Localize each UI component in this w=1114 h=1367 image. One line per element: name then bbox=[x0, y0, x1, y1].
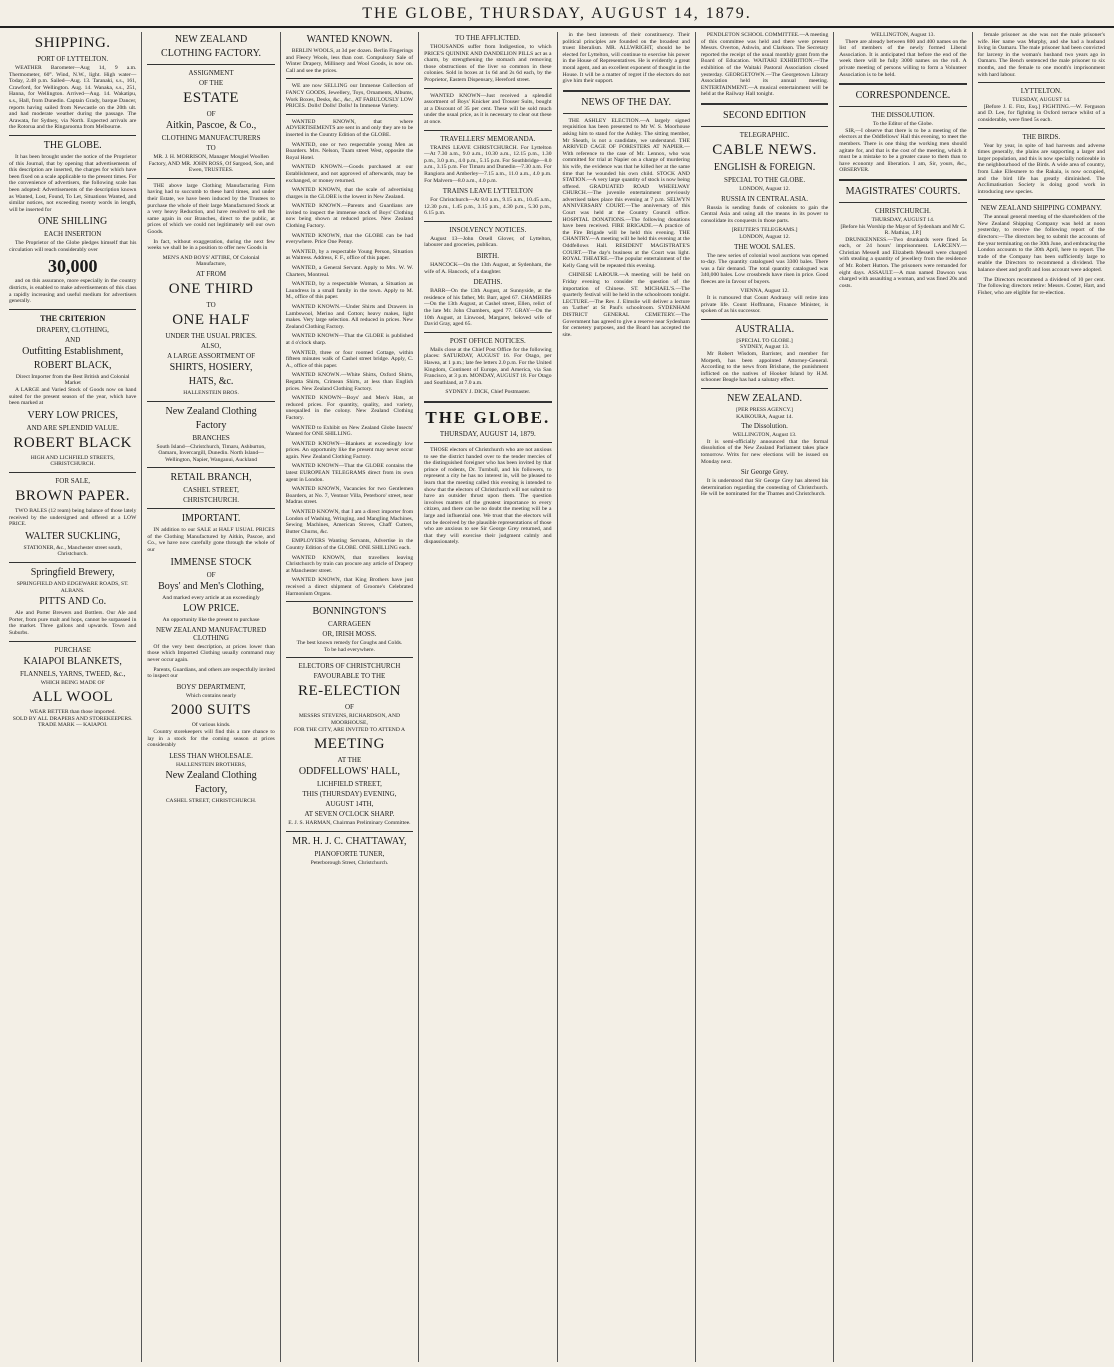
birds-heading: THE BIRDS. bbox=[1022, 132, 1061, 141]
low-price: LOW PRICE. bbox=[183, 603, 240, 615]
wellington-date2: WELLINGTON, August 13. bbox=[870, 32, 935, 38]
vienna-date: VIENNA, August 12. bbox=[740, 288, 789, 295]
sizes-text: Of the very best description, at prices lower than those which Imported Clothing usually command may never occur again. bbox=[147, 643, 275, 664]
wanted-ad: WANTED KNOWN.—White Shirts, Oxford Shirts, Regatta Shirts, Crimean Shirts, at less than English prices. New Zealand Clothing Factory. bbox=[285, 372, 414, 392]
wanted-ad: BERLIN WOOLS, at 3d per dozen. Berlin Fingerings and Fleecy Wools, less than cost. Compulsory Sale of Winter Drapery, Millinery and Wool Goods, is now on. Call and see the prices. bbox=[285, 48, 414, 74]
flannels: FLANNELS, YARNS, TWEED, &c., bbox=[19, 669, 126, 678]
london-date1: LONDON, August 12. bbox=[739, 185, 790, 192]
retail-branch: RETAIL BRANCH, bbox=[170, 472, 252, 484]
nz-clothing-heading1: NEW ZEALAND bbox=[174, 34, 248, 45]
meeting-time: AT SEVEN O'CLOCK SHARP. bbox=[304, 810, 395, 819]
branch-list: South Island—Christchurch, Timaru, Ashburton, Oamaru, Invercargill, Dunedin. North Island—Wellington, Napier, Wanganui, Auckland bbox=[156, 443, 266, 463]
news-text: THE ASHLEY ELECTION.—A largely signed requisition has been presented to Mr W. S. Moorhouse asking him to stand for the Ashley. The sitting member, Mr Sheath, is not a candidate, we understand. THE ARRIVED CAGE OF FORESTERS AT NAPIER.—With reference to the case of Mr. Lennox, who was committed for trial at Napier on a charge of murdering his wife, the evidence was that he killed her at the same time that he wounded his own child. STOCK AND STATION.—A very large quantity of stock is now being offered. GRADUATED ROAD WHEELWAY CHURCH.—The juvenile entertainment previously advertised takes place this evening at 7 p.m. SELWYN ANNIVERSARY COURT.—The anniversary of this Court was held at the Country Council office. HOSPITAL DONATIONS.—The following donations have been received. FIRE BRIGADE.—A practice of the Fire Brigade will be held this evening. THE CHANTRY.—A meeting will be held this evening at the Oddfellows Hall. RESIDENT MAGISTRATE'S COURT.—The day's business at the Court was light. ROYAL THEATRE.—The popular entertainment of the Kelly Gang will be repeated this evening. bbox=[562, 117, 690, 269]
wear-better: WEAR BETTER than those imported. bbox=[29, 709, 116, 716]
shipping-company-heading: NEW ZEALAND SHIPPING COMPANY. bbox=[980, 204, 1102, 213]
wanted-ad: WANTED, by a respectable Young Person, Situation as Waitress. Address, F. F., office of this paper. bbox=[285, 248, 414, 262]
kaiapoi-blankets: KAIAPOI BLANKETS, bbox=[23, 655, 122, 667]
splendid-value: AND ARE SPLENDID VALUE. bbox=[26, 423, 119, 432]
cashel-street: CASHEL STREET, CHRISTCHURCH. bbox=[165, 798, 257, 805]
after-number-text: and on this assurance, more especially in the country districts, is enabled to make advertisements of this class a rapidly increasing and useful medium for advertisers generally. bbox=[9, 278, 137, 305]
birth-text: HANCOCK—On the 13th August, at Sydenham, the wife of A. Hancock, of a daughter. bbox=[424, 262, 552, 275]
lyttelton-text: [Before J. E. Fitz, Esq.] FIGHTING.—W. Ferguson and D. Lee, for fighting in Oxford terrace whilst of a considerable, were fined 5s each. bbox=[977, 103, 1105, 123]
hallenstein: HALLENSTEIN BROS. bbox=[183, 389, 239, 396]
column-7 bbox=[834, 32, 972, 1362]
wanted-ad: WANTED KNOWN, Vacancies for two Gentlemen Boarders, at No. 7, Ventnor Villa, Peterboro' street, near Madras street. bbox=[285, 486, 414, 506]
of-the: OF THE bbox=[198, 79, 224, 87]
favourable: FAVOURABLE TO THE bbox=[313, 672, 386, 681]
re-election: RE-ELECTION bbox=[297, 683, 401, 700]
wanted-ad: WANTED KNOWN.—Goods purchased at our Establishment, and not approved of afterwards, may be exchanged, or money returned. bbox=[285, 164, 414, 184]
country-text: Country storekeepers will find this a rare chance to lay in a stock for the coming season at prices considerably bbox=[147, 729, 275, 749]
wanted-ad: WANTED KNOWN, that the scale of advertising charges in the GLOBE is the lowest in New Zealand. bbox=[285, 187, 414, 200]
wanted-ad: WANTED, three or four roomed Cottage, within fifteen minutes walk of Cashel street bridge. Apply, C. A., office of this paper. bbox=[285, 349, 414, 369]
the-globe-title: THE GLOBE. bbox=[425, 407, 551, 427]
trains-leave: TRAINS LEAVE LYTTELTON bbox=[442, 187, 533, 196]
contains: Which contains nearly bbox=[185, 692, 237, 699]
chinese-text: CHINESE LABOUR.—A meeting will be held on Friday evening to consider the question of the importation of Chinese. ST. MICHAEL'S.—The quarterly festival will be held in the schoolroom tonight. LECTURE.—The Rev. J. Elmslie will deliver a lecture on 'Luther' at St Paul's schoolroom. SYDENHAM DISTRICT GENERAL CEMETERY.—The Government has agreed to give a reserve near Sydenham for cemetery purposes, and the Board has accepted the site. bbox=[562, 272, 690, 338]
retail-city: CHRISTCHURCH. bbox=[183, 496, 239, 505]
one-third: ONE THIRD bbox=[168, 280, 254, 297]
to: TO bbox=[206, 144, 216, 152]
suckling-sub: STATIONER, &c., Manchester street south, Christchurch. bbox=[23, 544, 122, 558]
globe-text: It has been brought under the notice of the Proprietor of this Journal, that by opening that advertisements of this description are inserted, the charges for which have been fixed on a scale applicable to the present times. For the convenience of advertisers, the following scale has been adopted: Advertisements of the description known as Wanted, Lost, Found, To Let, Situations Wanted, and similar notices, not exceeding twenty words in length, will be inserted for bbox=[9, 153, 137, 213]
to2: TO bbox=[206, 300, 216, 309]
christchurch-heading: CHRISTCHURCH. bbox=[875, 206, 931, 215]
large-assortment: A LARGE ASSORTMENT OF bbox=[167, 351, 256, 360]
wanted-ad: WANTED KNOWN—That the GLOBE contains the latest EUROPEAN TELEGRAMS direct from its own agent in London. bbox=[285, 463, 414, 483]
balance-text: The Directors recommend a dividend of 10 per cent. The following directors retire: Messrs. Coster, Hart, and Fisher, who are eligible for re-election. bbox=[977, 276, 1105, 296]
magistrates-heading: MAGISTRATES' COURTS. bbox=[845, 185, 961, 197]
wanted-ad: WANTED KNOWN, that I am a direct importer from London of Washing, Wringing, and Mangling Machines, Sewing Machines, American Stoves, Chaff Cutters, Butter Churns, &c. bbox=[285, 509, 414, 535]
globe-date: THURSDAY, AUGUST 14, 1879. bbox=[439, 429, 536, 438]
also: ALSO, bbox=[201, 341, 222, 350]
trade-mark: TRADE MARK — KAIAPOI. bbox=[37, 722, 108, 729]
chattaway-name: MR. H. J. C. CHATTAWAY, bbox=[292, 835, 407, 847]
wanted-ad: WANTED, a General Servant. Apply to Mrs. W. W. Charters, Montreal. bbox=[285, 265, 414, 278]
criterion-sub2: AND bbox=[65, 335, 81, 344]
press-agency: [PER PRESS AGENCY.] bbox=[736, 407, 794, 413]
column-5 bbox=[558, 32, 696, 1362]
to-editor: To the Editor of the Globe. bbox=[872, 121, 934, 128]
each-insertion: EACH INSERTION bbox=[44, 230, 102, 239]
wanted-ad: WANTED KNOWN.—Parents and Guardians are invited to inspect the immense stock of Boys' Clothing now being shown at reduced prices. New Zealand Clothing Factory. bbox=[285, 203, 414, 230]
birds-text: Year by year, in spite of bad harvests and adverse times generally, the plains are supporting a larger and larger population, and this is now specially noticeable in the neighbourhood of the Birds. A wide area of country, from Lake Ellesmere to the Rakaia, is now occupied, and the bird life has greatly diminished. The Acclimatisation Society is doing good work in introducing new species. bbox=[977, 142, 1105, 195]
wanted-ad: WANTED KNOWN—Blankets at exceedingly low prices. An opportunity like the present may never occur again. New Zealand Clothing Factory. bbox=[285, 440, 414, 460]
robert-black-text: A LARGE and Varied Stock of Goods now on hand suited for the present season of the year, which have been marked at bbox=[9, 387, 137, 407]
of3: OF bbox=[344, 703, 354, 712]
one-half: ONE HALF bbox=[172, 311, 250, 328]
sydney-date: SYDNEY, August 13. bbox=[740, 344, 790, 351]
column-6 bbox=[696, 32, 834, 1362]
brewery-heading: Springfield Brewery, bbox=[30, 566, 115, 578]
shipping-company-text: The annual general meeting of the shareholders of the New Zealand Shipping Company was held at noon yesterday, to receive the following report of the directors:—The directors beg to submit the accounts of the year terminating on the 30th June, and embracing the London accounts to the 30th April, here to report. The trade of the Company has been sufficiently large to enable the Directors to recommend a dividend. The balance sheet and profit and loss account were adopted. bbox=[977, 214, 1105, 274]
wool-sales: THE WOOL SALES. bbox=[734, 242, 795, 251]
wanted-ad: WANTED KNOWN, that where ADVERTISEMENTS are sent in and only they are to be inserted in the Country Edition of the GLOBE. bbox=[285, 118, 414, 138]
birth-heading: BIRTH. bbox=[476, 252, 499, 261]
cable-news: CABLE NEWS. bbox=[712, 141, 817, 158]
of2: OF bbox=[206, 570, 216, 579]
suits: 2000 SUITS bbox=[170, 702, 252, 719]
afflicted-heading: TO THE AFFLICTED. bbox=[455, 34, 521, 42]
shirts-hosiery: SHIRTS, HOSIERY, bbox=[169, 361, 253, 373]
court-text: DRUNKENNESS.—Two drunkards were fined 5s each, or 24 hours' imprisonment. LARCENY.—Christian Messell and Elizabeth Messell were charged with stealing a quantity of jewellery from the residence of Mr. Robert Hutton. The prisoners were remanded for eight days. ASSAULT.—A man named Dawson was charged with assaulting a woman, and was fined 20s and costs. bbox=[839, 236, 967, 289]
pitts-text: Ale and Porter Brewers and Bottlers. Our Ale and Porter, from pure malt and hops, cannot be surpassed in the market. Three gallons and upwards. Town and Suburbs. bbox=[9, 610, 137, 636]
robert-black-address: HIGH AND LICHFIELD STREETS, CHRISTCHURCH. bbox=[30, 454, 115, 468]
globe-heading: THE GLOBE. bbox=[43, 139, 102, 151]
wanted-ad: WANTED KNOWN—Boys' and Men's Hats, at reduced prices. For quantity, quality, and variety, unequalled in the colony. New Zealand Clothing Factory. bbox=[285, 395, 414, 421]
irish-moss: OR, IRISH MOSS. bbox=[322, 630, 377, 639]
wanted-suits: WANTED KNOWN—Just received a splendid assortment of Boys' Knicker and Trouser Suits, bought at a Discount of 35 per cent. These will be sold much under the usual price, as it is necessary to clear out these at once. bbox=[424, 92, 552, 125]
wanted-ad: WANTED to Exhibit on New Zealand Globe Insects' Wanted for ONE SHILLING. bbox=[285, 424, 414, 438]
at-the: AT THE bbox=[337, 756, 362, 765]
nz-heading: NEW ZEALAND. bbox=[727, 393, 802, 404]
column-1 bbox=[4, 32, 142, 1362]
travellers-text: TRAINS LEAVE CHRISTCHURCH. For Lyttelton—At 7.30 a.m., 9.0 a.m., 10.30 a.m., 12.15 p.m., 1.30 p.m., 3.0 p.m., 4.0 p.m., 5.15 p.m. For Southbridge—8.0 a.m., 3.15 p.m. For Timaru and Dunedin—7.30 a.m. For Rangiora and Amberley—7.15 a.m., 11.0 a.m., 4.0 p.m. For Malvern—8.0 a.m., 4.0 p.m. bbox=[424, 144, 552, 184]
boys-clothing: Boys' and Men's Clothing, bbox=[158, 580, 264, 592]
reuters: [REUTER'S TELEGRAMS.] bbox=[731, 227, 798, 234]
vienna-text: It is rumoured that Count Andrassy will retire into private life. Count Hoffmann, Finance Minister, is spoken of as his successor. bbox=[700, 295, 829, 315]
lyttelton-date: TUESDAY, AUGUST 14. bbox=[1012, 97, 1071, 104]
very-low-prices: VERY LOW PRICES, bbox=[27, 409, 118, 421]
chattaway-role: PIANOFORTE TUNER, bbox=[314, 849, 385, 858]
wanted-ad: WANTED KNOWN, that the GLOBE can be had everywhere. Price One Penny. bbox=[285, 232, 414, 246]
col7-text1: There are already between 800 and 400 names on the list of members of the newly formed Liberal Association. It is anticipated that before the end of the week there will be fully 3000 names on the roll. A private meeting of persons willing to form a Volunteer Association is to be held. bbox=[839, 38, 967, 78]
criterion-sub1: DRAPERY, CLOTHING, bbox=[36, 325, 109, 334]
shipping-text: WEATHER Barometer—Aug 14, 9 a.m. Thermometer, 60°. Wind, N.W., light. High water—Today, 2.48 p.m. Sailed—Aug. 13. Taranaki, s.s., 161, Crawford, for Wellington. Aug. 14. Wanaka, s.s., 251, Hanna, for Wellington. Arrived—Aug. 14. Wakatipu, s.s., Hall, from Dunedin. Captain Grady, barque Dancer, reports having sailed from Newcastle on the 20th ult. and had moderate weather during the passage. The Arawata, for Sydney, via North. Expected arrivals are the Rotorua and the Ringarooma from Melbourne. bbox=[9, 65, 137, 131]
grey-text: It is understood that Sir George Grey has altered his determination regarding the contesting of Christchurch. He will be nominated for the Thames and Christchurch. bbox=[700, 478, 829, 498]
estate: ESTATE bbox=[183, 90, 240, 106]
post-text: Mails close at the Chief Post Office for the following places: SATURDAY, AUGUST 16. For Otago, per Hawea, at 1 p.m.; late fee letters 2.0 p.m. For the United Kingdom, Continent of Europe, and America, via San Francisco, at 3 p.m. MONDAY, AUGUST 18. For Otago and Southland, at 7.0 a.m. bbox=[424, 346, 552, 386]
meeting: MEETING bbox=[313, 736, 385, 753]
dissolution-letter-heading: THE DISSOLUTION. bbox=[871, 111, 935, 120]
purchase: PURCHASE bbox=[54, 645, 91, 654]
for-sale: FOR SALE, bbox=[55, 477, 90, 485]
to-be-had: To be had everywhere. bbox=[324, 646, 375, 653]
afflicted-text: THOUSANDS suffer from Indigestion, to which PRICE'S QUININE AND DANDELION PILLS act as a charm, by strengthening the stomach and removing those obstructions of the liver so common in these colonies. Sold in boxes at 1s 6d and 2s 6d each, by the Proprietor, Eastern Dispensary, Hereford street. bbox=[424, 44, 552, 83]
firm-name: Aitkin, Pascoe, & Co., bbox=[165, 120, 257, 131]
robert-black-big: ROBERT BLACK bbox=[13, 434, 132, 451]
sold-by: SOLD BY ALL DRAPERS AND STOREKEEPERS. bbox=[12, 715, 133, 722]
postmaster: SYDNEY J. DICK, Chief Postmaster. bbox=[445, 389, 531, 396]
all-wool: ALL WOOL bbox=[32, 689, 114, 706]
letter-text: SIR,—I observe that there is to be a meeting of the electors at the Oddfellows' Hall this evening, to meet the members. There is one thing the working men should agitate for, and that is the cost of the meeting, which it must be a mistake to be a greater cause to them than to have economy and liberation. I am, Sir, yours, &c., OBSERVER. bbox=[839, 127, 967, 174]
column-2 bbox=[142, 32, 280, 1362]
leader-continued: in the best interests of their constituency. Their political principles are founded on the broadest and truest liberalism. MR. ALLWRIGHT, should he be elected for Lyttelton, will continue to exercise his power in the House of Representatives. He is evidently a great moral agent, and an excellent exponent of thought in the House. It will be a matter of regret if the electors do not give him their support. bbox=[562, 32, 690, 85]
wanted-ad: WANTED, one or two respectable young Men as Boarders. Mrs. Nelson, Tuam street West, opposite the Royal Hotel. bbox=[285, 141, 414, 161]
australia-heading: AUSTRALIA. bbox=[734, 323, 795, 335]
trains-text: For Christchurch—At 8.0 a.m., 9.15 a.m., 10.45 a.m., 12.30 p.m., 1.45 p.m., 3.15 p.m., 4.30 p.m., 5.30 p.m., 6.15 p.m. bbox=[424, 197, 552, 217]
important-text: IN addition to our SALE at HALF USUAL PRICES of the Clothing Manufactured by Aitkin, Pascoe, and Co., we have now carefully gone through the whole of our bbox=[147, 527, 275, 554]
wool-text: WHICH BEING MADE OF bbox=[40, 679, 105, 686]
wanted-ad: WANTED KNOWN, that King Brothers have just received a direct shipment of Groome's Celebrated Harmonium Organs. bbox=[285, 577, 414, 597]
english-foreign: ENGLISH & FOREIGN. bbox=[713, 161, 816, 173]
factory-heading1: New Zealand Clothing bbox=[165, 405, 257, 417]
hallenstein-bros: HALLENSTEIN BROTHERS, bbox=[175, 761, 247, 768]
factory2-heading2: Factory, bbox=[194, 784, 228, 796]
nz-manufactured: NEW ZEALAND MANUFACTURED CLOTHING bbox=[155, 625, 267, 642]
one-shilling: ONE SHILLING bbox=[38, 216, 108, 228]
robert-black-heading: ROBERT BLACK, bbox=[33, 359, 112, 371]
lyttelton-heading: LYTTELTON. bbox=[1020, 87, 1062, 96]
mens-attire: MEN'S AND BOYS' ATTIRE, Of Colonial Manufacture, bbox=[162, 254, 260, 268]
chattaway-address: Peterborough Street, Christchurch. bbox=[310, 859, 389, 866]
circulation-text: The Proprietor of the Globe pledges himself that his circulation will reach considerably over bbox=[9, 240, 137, 253]
evening: THIS (THURSDAY) EVENING, bbox=[302, 790, 397, 799]
pendleton-text: PENDLETON SCHOOL COMMITTEE.—A meeting of this committee was held and there were present Messrs. Overton, Ashwin, and Clarkson. The Secretary reported the receipt of the usual monthly grant from the Board of Education. WAITAKI EXHIBITION.—The exhibition of the Waitaki Pastoral Association closed yesterday. GEORGETOWN.—The Georgetown Library Association held its annual meeting. ENTERTAINMENT.—A musical entertainment will be held at the Railway Hall tonight. bbox=[700, 32, 829, 98]
criterion-sub3: Outfitting Establishment, bbox=[22, 345, 124, 357]
clothing-manufacturers: CLOTHING MANUFACTURERS bbox=[161, 134, 261, 142]
brewery-address: SPRINGFIELD AND EDGEWARE ROADS, ST. ALBANS. bbox=[16, 580, 129, 594]
wellington-date: WELLINGTON, August 13. bbox=[732, 432, 797, 439]
paper-text: TWO BALES (12 ream) being balance of those lately received by the undersigned and offered at a LOW PRICE. bbox=[9, 508, 137, 528]
parents-text: Parents, Guardians, and others are respectfully invited to inspect our bbox=[147, 666, 275, 680]
body-text: THE above large Clothing Manufacturing Firm having had to succumb to these hard times, and under their Estate, we have been induced by the Trustees to purchase the whole of their large Manufactured Stock at a very heavy Reduction, and have resolved to sell the same again in our Branches, direct to the public, at prices of which we could not legitimately sell our own Goods. bbox=[147, 182, 275, 235]
bonnington-heading: BONNINGTON'S bbox=[312, 606, 387, 618]
insolvency-text: August 13—John Orsell Glover, of Lyttelton, labourer and groceries, publican. bbox=[424, 235, 552, 249]
nz-clothing-heading2: CLOTHING FACTORY. bbox=[161, 48, 262, 59]
wanted-ad: WANTED, by a respectable Woman, a Situation as Laundress in a small family in the town. Apply to M. M., office of this paper. bbox=[285, 281, 414, 301]
lichfield-street: LICHFIELD STREET, bbox=[317, 780, 382, 789]
assignment: ASSIGNMENT bbox=[188, 69, 234, 77]
wanted-known-heading: WANTED KNOWN. bbox=[306, 34, 393, 45]
port-heading: PORT OF LYTTELTON. bbox=[37, 55, 109, 63]
column-3 bbox=[281, 32, 419, 1362]
sydney-text: Mr Robert Wisdom, Barrister, and member for Morpeth, has been appointed Attorney-General. According to the news from Brisbane, the punishment inflicted on the natives of Hooker Island by H.M. schooner Beagle has had a salutary effect. bbox=[700, 351, 829, 384]
russia-heading: RUSSIA IN CENTRAL ASIA. bbox=[721, 194, 808, 203]
criterion-heading: THE CRITERION bbox=[40, 313, 106, 323]
hats: HATS, &c. bbox=[188, 375, 234, 387]
wanted-ad: EMPLOYERS Wanting Servants, Advertise in the Country Edition of the GLOBE. ONE SHILLING each. bbox=[285, 538, 414, 551]
important: IMPORTANT. bbox=[181, 513, 241, 525]
column-4 bbox=[419, 32, 557, 1362]
shipping-heading: SHIPPING. bbox=[34, 35, 111, 51]
candidates: MESSRS STEVENS, RICHARDSON, AND MOORHOUSE, bbox=[298, 713, 401, 726]
deaths-heading: DEATHS. bbox=[473, 278, 503, 287]
branches: BRANCHES bbox=[192, 433, 230, 442]
invited: FOR THE CITY, ARE INVITED TO ATTEND A bbox=[293, 726, 406, 733]
wanted-ad: WANTED KNOWN, that travellers leaving Christchurch by train can procure any article of Drapery at Manchester street. bbox=[285, 554, 414, 574]
correspondence-heading: CORRESPONDENCE. bbox=[855, 90, 951, 102]
consequence-text: In fact, without exaggeration, during the next few weeks we shall be in a position to offer new Goods in bbox=[147, 238, 275, 252]
best-remedy: The best known remedy for Coughs and Colds. bbox=[296, 640, 403, 647]
news-heading: NEWS OF THE DAY. bbox=[581, 96, 672, 108]
dissolution-heading: The Dissolution. bbox=[741, 422, 788, 431]
special-to-globe: SPECIAL TO THE GLOBE. bbox=[724, 175, 806, 184]
at-from: AT FROM bbox=[196, 269, 227, 278]
kaikoura-date: KAIKOURA, August 14. bbox=[736, 413, 793, 420]
russia-text: Russia is sending funds of colonists to gain the Central Asia and using all the means in its power to consolidate its conquests in those parts. bbox=[700, 204, 829, 224]
dissolution-text: It is semi-officially announced that the formal dissolution of the New Zealand Parliament takes place tomorrow. Writs for new elections will be issued on Monday next. bbox=[700, 438, 829, 465]
suckling-heading: WALTER SUCKLING, bbox=[25, 530, 121, 542]
column-8 bbox=[973, 32, 1110, 1362]
before-worship: [Before his Worship the Mayor of Sydenham and Mr C. R. Mathias, J.P.] bbox=[840, 223, 966, 237]
deaths-text: BARR—On the 13th August, at Sunnyside, at the residence of his father, Mr. Barr, aged 67. CHAMBERS—On the 13th August, at Cashel street, Ellen, relict of the late Mr. John Chambers, aged 77. GRAY—On the 10th August, at Linwood, Margaret, beloved wife of David Gray, aged 65. bbox=[424, 288, 552, 328]
retail-address: CASHEL STREET, bbox=[183, 486, 239, 495]
less-than-wholesale: LESS THAN WHOLESALE. bbox=[169, 751, 253, 760]
newspaper-columns bbox=[4, 32, 1110, 1362]
various-kinds: Of various kinds. bbox=[191, 722, 231, 729]
immense-stock: IMMENSE STOCK bbox=[170, 556, 252, 568]
wanted-ad: WANTED KNOWN—That the GLOBE is published at 4 o'clock sharp. bbox=[285, 333, 414, 346]
meeting-date: AUGUST 14TH, bbox=[325, 800, 374, 809]
london-date2: LONDON, August 12. bbox=[739, 233, 790, 240]
col8-text1: female prisoner as she was not the male prisoner's wife. Her name was Murphy, and she had a husband living in Oamaru. The male prisoner had been convicted for larceny in the woman's husband two years ago in Oamaru. The Bench sentenced the male prisoner to six months, and the female to one month's imprisonment with hard labour. bbox=[977, 32, 1105, 78]
insolvency-heading: INSOLVENCY NOTICES. bbox=[449, 225, 527, 234]
thursday-date: THURSDAY, AUGUST 14. bbox=[871, 216, 935, 223]
travellers-heading: TRAVELLERS' MEMORANDA. bbox=[440, 134, 536, 143]
sir-george-heading: Sir George Grey. bbox=[740, 468, 789, 477]
carrageen: CARRAGEEN bbox=[328, 620, 371, 629]
special-to-globe2: [SPECIAL TO GLOBE.] bbox=[736, 337, 793, 344]
wool-text: The new series of colonial wool auctions was opened to-day. The quantity catalogued was 3300 bales. There was a fair demand. The total quantity catalogued was 340,000 bales. Low crossbreds have risen in price. Good fleeces are in favour of buyers. bbox=[700, 252, 829, 285]
chairman: E. J. S. HARMAN, Chairman Preliminary Committee. bbox=[288, 820, 411, 827]
wanted-ad: WANTED KNOWN.—Under Shirts and Drawers in Lambswool, Merino and Cotton; heavy makes, light makes. Very large selection. All reduced in prices. New Zealand Clothing Factory. bbox=[285, 304, 414, 330]
post-office-heading: POST OFFICE NOTICES. bbox=[449, 336, 526, 345]
factory2-heading1: New Zealand Clothing bbox=[165, 770, 257, 782]
masthead-title: THE GLOBE, THURSDAY, AUGUST 14, 1879. bbox=[362, 5, 752, 22]
robert-black-sub: Direct Importer from the Best British and Colonial Market bbox=[15, 373, 130, 387]
wanted-ad: WE are now SELLING our Immense Collection of FANCY GOODS, Jewellery, Toys, Ornaments, Albums, Work Boxes, Desks, &c., &c., AT FABULOUSLY LOW PRICES. Dolls! Dolls! Dolls! In Immense Variety. bbox=[285, 83, 414, 110]
telegraphic: TELEGRAPHIC. bbox=[739, 130, 790, 139]
of: OF bbox=[206, 110, 216, 118]
oddfellows-hall: ODDFELLOWS' HALL, bbox=[298, 766, 401, 778]
circulation-number: 30,000 bbox=[47, 256, 98, 277]
factory-heading2: Factory bbox=[195, 419, 227, 431]
trustees: MR. J. H. MORRISON, Manager Mosgiel Woollen Factory, AND MR. JOHN ROSS, Of Sargood, Son, and Ewen, TRUSTEES. bbox=[148, 154, 274, 174]
masthead bbox=[0, 0, 1114, 28]
second-edition: SECOND EDITION bbox=[723, 109, 807, 121]
wanted-ads-list bbox=[286, 48, 413, 597]
electors: ELECTORS OF CHRISTCHURCH bbox=[298, 662, 401, 671]
opportunity: An opportunity like the present to purchase bbox=[162, 617, 260, 624]
usual-prices: UNDER THE USUAL PRICES. bbox=[165, 331, 257, 340]
pitts-heading: PITTS AND Co. bbox=[39, 596, 107, 608]
brown-paper: BROWN PAPER. bbox=[15, 488, 130, 504]
leader-text: THOSE electors of Christchurch who are not anxious to see the district handed over to the tender mercies of the distinguished foreigner who has been invited by that prince of rodents, Dr. Turnbull, and his followers, to represent a city he has no interest in, will be pleased to learn that the meeting called this evening is intended to show that the electors of Christchurch will not submit to have an outsider thrust upon them. The question involves matters of the greatest importance to every citizen, and there can be no doubt the meeting will be a large and influential one. We trust that the electors will not be deceived by the plausible representations of those who are anxious to see Sir George Grey returned, and that they will exercise their judgment calmly and dispassionately. bbox=[424, 446, 552, 546]
marked-text: And marked every article at an exceedingly bbox=[162, 594, 260, 601]
boys-department: BOYS' DEPARTMENT, bbox=[176, 682, 246, 691]
